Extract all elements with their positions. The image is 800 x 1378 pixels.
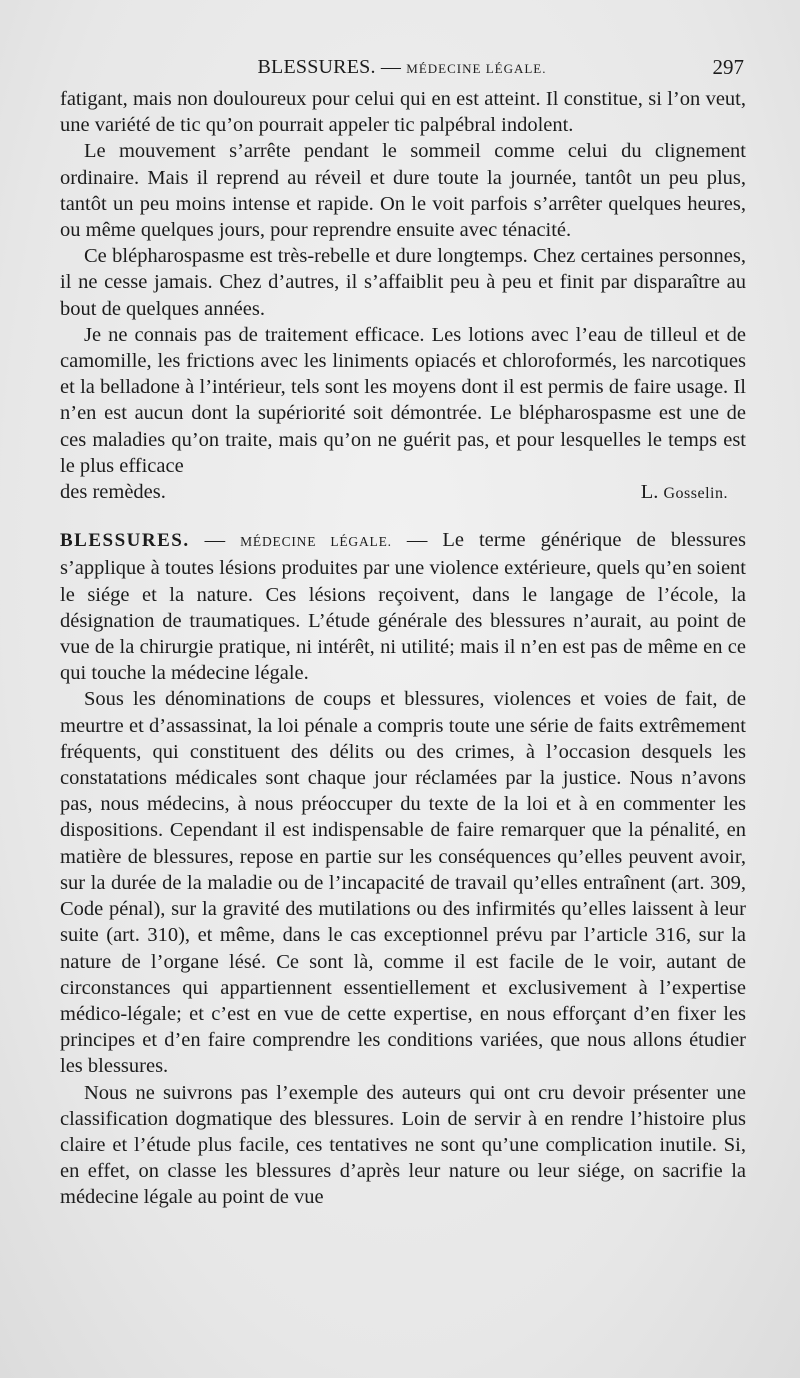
paragraph: Sous les dénominations de coups et blessures, violences et voies de fait, de meurtre et d’assassinat, la loi pénale a compris toute une série de faits extrêmement fréquents, qui constituent des délits ou des crimes, à l’occasion desquels les constatations médicales sont chaque jour réclamées par la justice. Nous n’avons pas, nous médecins, à nous préoccuper du texte de la loi et à en commenter les dispositions. Cependant il est indispensable de faire remarquer que la pénalité, en matière de blessures, repose en partie sur les conséquences qu’elles peuvent avoir, sur la durée de la maladie ou de l’incapacité de travail qu’elles entraînent (art. 309, Code pénal), sur la gravité des mutilations ou des infirmités qu’elles laissent à leur suite (art. 310), et même, dans le cas exceptionnel prévu par l’article 316, sur la nature de l’organe lésé. Ce sont là, comme il est facile de le voir, autant de circonstances qui appartiennent essentiellement et exclusivement à l’expertise médico-légale; et c’est en vue de cette expertise, en nous efforçant d’en fixer les principes et d’en faire comprendre les conditions variées, que nous allons étudier les blessures. xyxy=(60,688,746,1078)
running-title: BLESSURES. xyxy=(257,56,376,78)
paragraph: Je ne connais pas de traitement efficace. Les lotions avec l’eau de tilleul et de camomille, les frictions avec les liniments opiacés et chloroformés, les narcotiques et la belladone à l’intérieur, tels sont les moyens dont il est permis de faire usage. Il n’en est aucun dont la supériorité soit démontrée. Le blépharospasme est une de ces maladies qu’on traite, mais qu’on ne guérit pas, et pour lesquelles le temps est le plus efficace xyxy=(60,323,746,477)
header-dash: — xyxy=(380,56,402,78)
paragraph: Nous ne suivrons pas l’exemple des auteurs qui ont cru devoir présenter une classification dogmatique des blessures. Loin de servir à en rendre l’histoire plus claire et l’étude plus facile, ces tentatives ne sont qu’une complication inutile. Si, en effet, on classe les blessures d’après leur nature ou leur siége, on sacrifie la médecine légale au point de vue xyxy=(60,1081,746,1209)
paragraph: Ce blépharospasme est très-rebelle et dure longtemps. Chez certaines personnes, il ne cesse jamais. Chez d’autres, il s’affaiblit peu à peu et finit par disparaître au bout de quelques années. xyxy=(60,245,746,320)
paragraph: fatigant, mais non douloureux pour celui qui en est atteint. Il constitue, si l’on veut, une variété de tic qu’on pourrait appeler tic palpébral indolent. xyxy=(60,88,746,137)
running-title-line xyxy=(60,52,744,84)
article-intro xyxy=(60,527,746,686)
header-subject: MÉDECINE LÉGALE. xyxy=(406,61,547,76)
author-name: Gosselin. xyxy=(663,485,728,503)
entry-subject: MÉDECINE LÉGALE. xyxy=(240,534,392,550)
page-body xyxy=(60,86,746,1211)
running-header xyxy=(60,52,744,82)
paragraph: Le mouvement s’arrête pendant le sommeil comme celui du clignement ordinaire. Mais il reprend au réveil et dure toute la journée, tantôt un peu plus, tantôt un peu moins intense et rapide. On le voit parfois s’arrêter quelques heures, ou même quelques jours, pour reprendre ensuite avec ténacité. xyxy=(60,140,746,242)
page-number: 297 xyxy=(712,55,744,79)
author-initial: L. xyxy=(640,481,659,504)
closing-text: des remèdes. xyxy=(60,481,166,504)
entry-dash: — xyxy=(204,529,226,552)
entry-keyword: BLESSURES. xyxy=(60,530,190,552)
author-signature xyxy=(641,479,728,507)
entry-intro-text: — Le terme générique de blessures s’applique à toutes lésions produites par une violence extérieure, quels qu’en soient le siége et la nature. Ces lésions reçoivent, dans le langage de l’école, la désignation de traumatiques. L’étude générale des blessures n’aurait, au point de vue de la chirurgie pratique, ni intérêt, ni utilité; mais il n’en est pas de même en ce qui touche la médecine légale. xyxy=(60,529,746,685)
closing-line xyxy=(60,479,746,505)
